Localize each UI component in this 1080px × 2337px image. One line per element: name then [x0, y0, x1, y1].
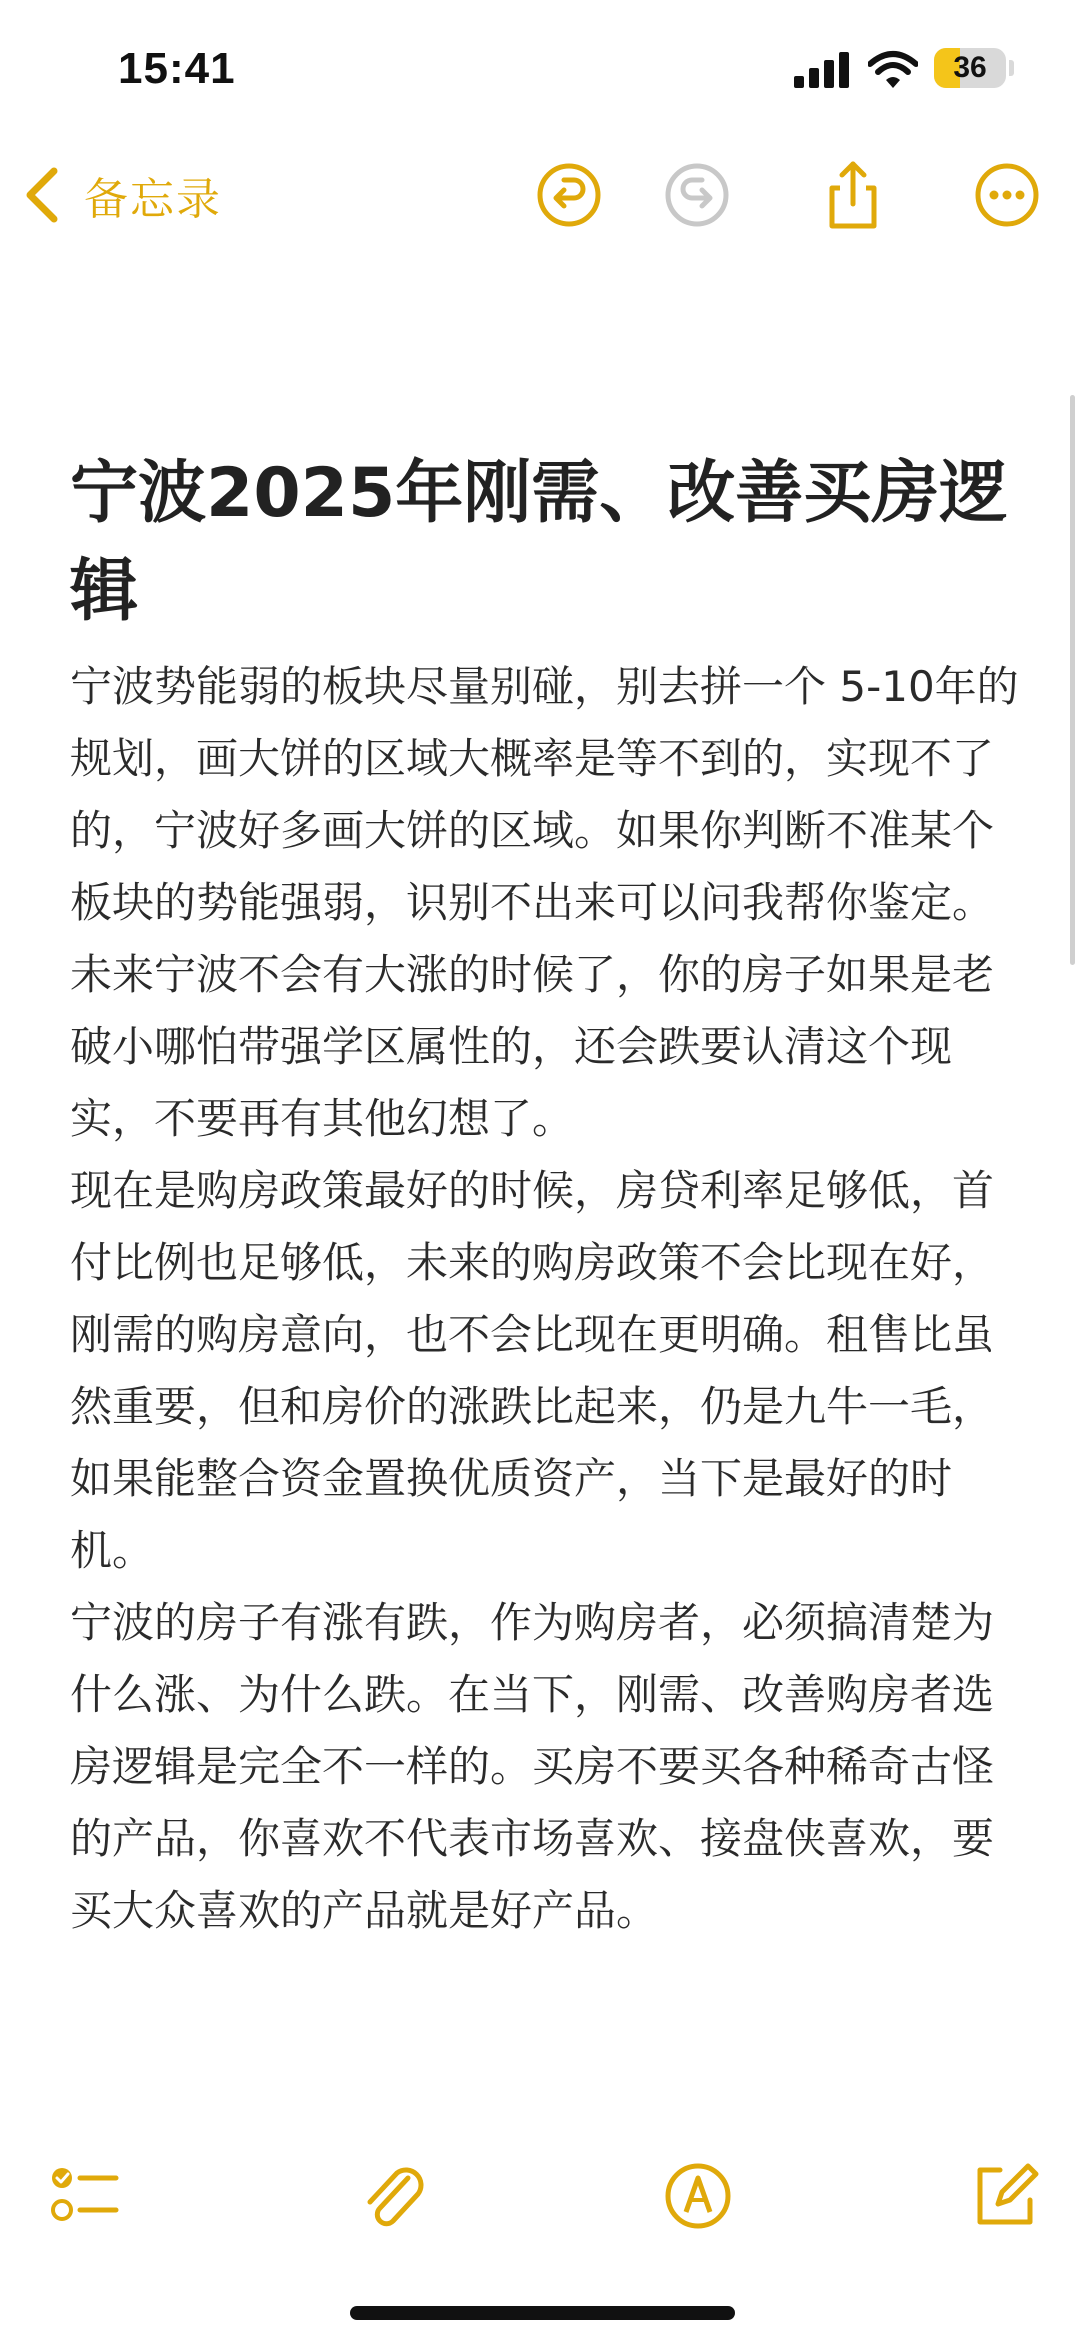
paperclip-icon[interactable] — [358, 2160, 430, 2232]
share-icon[interactable] — [818, 160, 888, 230]
battery-level: 36 — [953, 51, 987, 84]
status-time: 15:41 — [118, 44, 236, 93]
note-paragraph[interactable]: 现在是购房政策最好的时候，房贷利率足够低，首付比例也足够低，未来的购房政策不会比现在好，刚需的购房意向，也不会比现在更明确。租售比虽然重要，但和房价的涨跌比起来，仍是九牛一毛，如果能整合资金置换优质资产，当下是最好的时机。 — [70, 1166, 995, 1575]
note-paragraph[interactable]: 未来宁波不会有大涨的时候了，你的房子如果是老破小哪怕带强学区属性的，还会跌要认清这个现实，不要再有其他幻想了。 — [70, 950, 995, 1143]
status-bar — [0, 0, 1080, 140]
note-paragraph[interactable]: 宁波势能弱的板块尽量别碰，别去拼一个 5-10年的规划，画大饼的区域大概率是等不到的，实现不了的，宁波好多画大饼的区域。如果你判断不准某个板块的势能强弱，识别不出来可以问我帮你鉴定。 — [70, 662, 1019, 927]
battery-icon — [934, 48, 1006, 88]
undo-icon[interactable] — [534, 160, 604, 230]
scroll-indicator[interactable] — [1070, 395, 1075, 965]
redo-icon[interactable] — [662, 160, 732, 230]
checklist-icon[interactable] — [48, 2160, 120, 2232]
note-body[interactable] — [70, 445, 1020, 1947]
note-paragraph[interactable]: 宁波的房子有涨有跌，作为购房者，必须搞清楚为什么涨、为什么跌。在当下，刚需、改善购房者选房逻辑是完全不一样的。买房不要买各种稀奇古怪的产品，你喜欢不代表市场喜欢、接盘侠喜欢，要买大众喜欢的产品就是好产品。 — [70, 1598, 995, 1935]
battery-cap — [1009, 60, 1014, 76]
signal-icon — [794, 52, 850, 88]
wifi-icon — [868, 50, 918, 90]
markup-icon[interactable] — [662, 2160, 734, 2232]
nav-bar — [0, 140, 1080, 250]
compose-icon[interactable] — [968, 2160, 1040, 2232]
home-indicator[interactable] — [350, 2306, 735, 2320]
back-button[interactable] — [20, 160, 222, 230]
more-icon[interactable] — [972, 160, 1042, 230]
note-title[interactable]: 宁波2025年刚需、改善买房逻辑 — [70, 454, 1008, 631]
chevron-left-icon — [20, 165, 64, 225]
bottom-toolbar — [0, 2100, 1080, 2337]
back-label: 备忘录 — [84, 174, 222, 225]
